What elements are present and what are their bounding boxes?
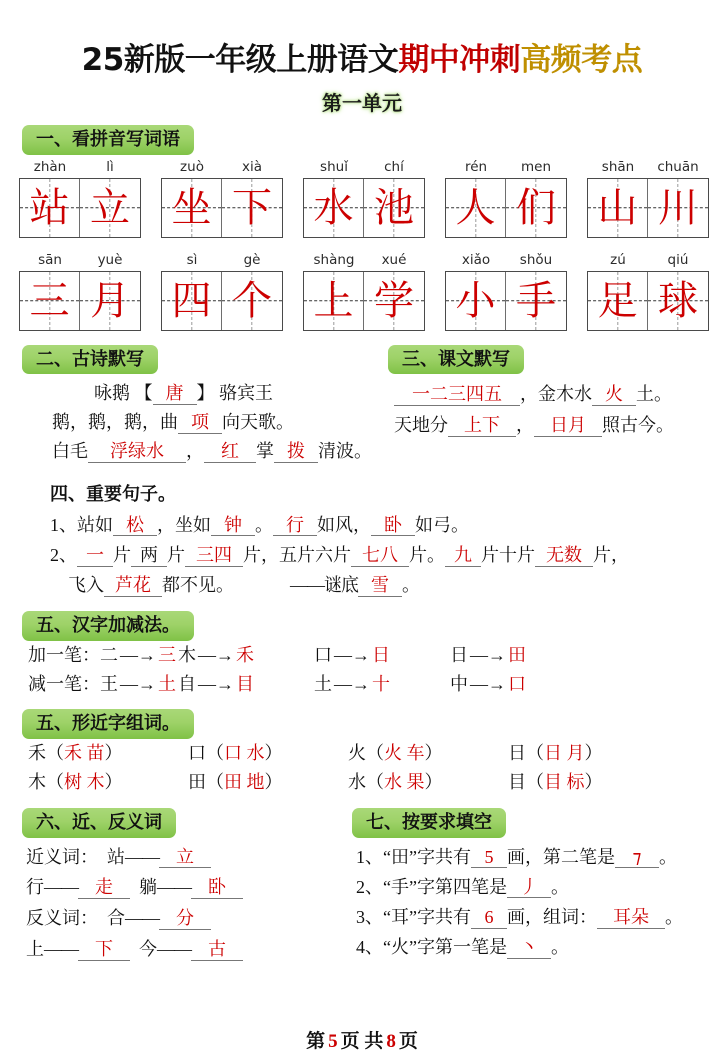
char-cell <box>364 179 424 237</box>
base-char: 田 <box>188 771 206 792</box>
section-7-question-1 <box>356 842 724 872</box>
course-line-1 <box>394 379 724 410</box>
stroke-add-label <box>28 641 178 670</box>
char: 四 <box>171 277 212 324</box>
answer-blank[interactable]: 走 <box>78 877 130 899</box>
dash: —— <box>44 939 78 960</box>
base-char: 口 <box>188 742 206 763</box>
synonym-line-1 <box>26 842 352 873</box>
text: 。 <box>402 575 420 596</box>
pinyin-pair <box>588 159 708 178</box>
item-number: 1、 <box>50 514 77 535</box>
char: 学 <box>374 277 414 324</box>
similar-char-item: 木（树 木） <box>28 771 123 792</box>
char-cells <box>19 271 141 331</box>
to-char: 禾 <box>236 644 254 665</box>
char-cells <box>445 271 567 331</box>
text: 画，第二笔是 <box>506 846 615 867</box>
answer-blank[interactable]: 6 <box>471 907 507 929</box>
section-2-heading: 二、古诗默写 <box>22 345 158 375</box>
riddle-label: ——谜底 <box>290 575 358 596</box>
section-5a-heading: 五、汉字加减法。 <box>22 611 194 641</box>
from-char: 口 <box>314 644 332 665</box>
char-cells <box>161 271 283 331</box>
similar-char-item: 口（口 水） <box>188 742 283 763</box>
text: 片，五片六片 <box>243 544 351 565</box>
char: 们 <box>516 184 556 231</box>
pinyin: sì <box>186 251 198 268</box>
current-page-number: 5 <box>328 1031 338 1052</box>
similar-char-item: 禾（禾 苗） <box>28 742 123 763</box>
answer-blank[interactable]: 立 <box>159 847 211 869</box>
word-block <box>161 252 283 331</box>
poem-line3-a: 白毛 <box>52 441 88 462</box>
pinyin: chí <box>384 158 404 175</box>
answer-blank[interactable]: 丿 <box>507 877 551 899</box>
pinyin-grid-row-2 <box>22 252 724 331</box>
char: 人 <box>455 184 496 231</box>
poem-line3-c: 清波。 <box>318 441 372 462</box>
course-blank[interactable]: 上下 <box>448 415 516 437</box>
base-char: 禾 <box>28 742 46 763</box>
pinyin-grid-row-1 <box>22 159 724 238</box>
answer-blank[interactable]: 钟 <box>211 515 255 537</box>
section-4-item-1 <box>22 510 724 540</box>
title-part-black: 25新版一年级上册语文 <box>81 42 399 78</box>
course-line2-mid: ， <box>516 414 534 435</box>
stroke-item <box>450 641 586 670</box>
section-4-heading: 四、重要句子。 <box>50 484 176 505</box>
from-char: 中 <box>450 674 468 695</box>
word-block <box>303 159 425 238</box>
pinyin-pair <box>162 252 282 271</box>
char: 下 <box>232 184 272 231</box>
similar-char-item: 目（目 标） <box>508 771 603 792</box>
arrow-icon: —→ <box>120 644 156 665</box>
course-line1-a: ，金木水 <box>520 384 592 404</box>
word-answer[interactable]: 田 地 <box>224 771 265 792</box>
answer-blank[interactable]: 行 <box>273 515 317 537</box>
total-page-number: 8 <box>386 1031 396 1052</box>
char-cell <box>364 272 424 330</box>
answer-blank[interactable]: 两 <box>131 545 167 567</box>
text: 站如 <box>77 514 113 535</box>
poem-line3-mid: ， <box>186 441 204 462</box>
answer-blank[interactable]: 松 <box>113 515 157 537</box>
pinyin-pair <box>20 159 140 178</box>
stroke-item <box>450 670 586 699</box>
poem-blank[interactable]: 项 <box>178 412 222 434</box>
char-cells <box>587 178 709 238</box>
pinyin: qiú <box>667 251 689 268</box>
text: 都不见。 <box>162 575 234 596</box>
answer-blank[interactable]: 耳朵 <box>597 907 665 929</box>
char-cell <box>446 272 506 330</box>
poem-author: 骆宾王 <box>219 383 273 403</box>
text: 站 <box>107 846 125 867</box>
base-char: 火 <box>348 742 366 763</box>
sections-2-3 <box>0 345 724 467</box>
section-1-heading: 一、看拼音写词语 <box>22 125 194 155</box>
word-answer[interactable]: 日 月 <box>544 742 585 763</box>
char-cell <box>162 179 222 237</box>
poem-line-3 <box>22 437 388 466</box>
char-cell <box>80 272 140 330</box>
text: 如弓。 <box>415 514 469 535</box>
char: 足 <box>597 277 638 324</box>
stroke-item <box>178 641 314 670</box>
to-char: 田 <box>508 644 526 665</box>
stroke-item <box>178 670 314 699</box>
pinyin: chuān <box>657 158 699 175</box>
answer-blank[interactable]: 5 <box>471 847 507 869</box>
dash: —— <box>125 908 159 929</box>
section-7-question-2 <box>356 872 724 902</box>
page-title <box>0 34 724 79</box>
char: 立 <box>90 184 130 231</box>
char-cell <box>20 272 80 330</box>
stroke-item <box>314 641 450 670</box>
section-3-heading: 三、课文默写 <box>388 345 524 375</box>
answer-blank[interactable]: 分 <box>159 908 211 930</box>
text: “火”字第一笔是 <box>383 937 507 958</box>
char: 站 <box>29 184 70 231</box>
synonym-label: 近义词： <box>26 846 98 867</box>
section-7-question-3 <box>356 902 724 932</box>
stroke-add-row <box>22 641 724 670</box>
text: ，坐如 <box>157 514 211 535</box>
bracket-open: 【 <box>134 383 153 403</box>
pinyin: xiǎo <box>461 251 491 268</box>
similar-char-item: 田（田 地） <box>188 771 283 792</box>
pinyin-pair <box>304 252 424 271</box>
pinyin: yuè <box>97 251 123 268</box>
char-cell <box>648 179 708 237</box>
section-4-item-2 <box>22 540 724 570</box>
section-6-body <box>22 842 352 966</box>
pinyin-pair <box>446 252 566 271</box>
poem-blank[interactable]: 拨 <box>274 441 318 463</box>
char-cell <box>506 179 566 237</box>
antonym-line-2 <box>26 934 352 965</box>
base-char: 日 <box>508 742 526 763</box>
char-cells <box>19 178 141 238</box>
section-3 <box>388 345 724 467</box>
section-7 <box>352 808 724 965</box>
char: 球 <box>658 277 698 324</box>
course-blank[interactable]: 日月 <box>534 415 602 437</box>
answer-blank[interactable]: 雪 <box>358 575 402 597</box>
course-line2-b: 照古今。 <box>602 414 674 435</box>
char-cell <box>304 179 364 237</box>
char: 川 <box>658 184 698 231</box>
dash: —— <box>44 877 78 898</box>
base-char: 水 <box>348 771 366 792</box>
text: “田”字共有 <box>383 846 471 867</box>
char-cell <box>20 179 80 237</box>
pinyin: shàng <box>313 251 355 268</box>
section-6 <box>22 808 352 965</box>
stroke-sub-row <box>22 670 724 699</box>
from-char: 木 <box>178 644 196 665</box>
answer-blank[interactable]: ⁊ <box>615 847 659 869</box>
similar-char-row <box>22 768 724 797</box>
course-line1-b: 土。 <box>636 384 672 404</box>
stroke-sub-label <box>28 670 178 699</box>
text: 行 <box>26 877 44 898</box>
char-cells <box>303 178 425 238</box>
word-block <box>445 252 567 331</box>
unit-subtitle: 第一单元 <box>322 93 402 115</box>
pinyin-pair <box>446 159 566 178</box>
text: 上 <box>26 939 44 960</box>
char: 个 <box>232 277 272 324</box>
word-answer[interactable]: 火 车 <box>384 742 425 763</box>
course-line2-a: 天地分 <box>394 414 448 435</box>
text: 。 <box>664 907 683 927</box>
section-4 <box>0 479 724 600</box>
text: “耳”字共有 <box>383 907 471 927</box>
to-char: 日 <box>372 644 390 665</box>
text: 画，组词： <box>506 907 597 927</box>
answer-blank[interactable]: 丶 <box>507 937 551 959</box>
course-line-2 <box>394 410 724 441</box>
pinyin: shān <box>601 158 635 175</box>
similar-char-row <box>22 739 724 768</box>
arrow-icon: —→ <box>334 644 370 665</box>
word-answer[interactable]: 口 水 <box>224 742 265 763</box>
char-cell <box>648 272 708 330</box>
worksheet-page <box>0 34 724 1058</box>
text: 合 <box>107 908 125 929</box>
dash: —— <box>157 939 191 960</box>
title-part-gold: 高频考点 <box>520 42 643 78</box>
antonym-line-1 <box>26 903 352 934</box>
item-number: 2、 <box>50 544 77 565</box>
word-block <box>19 159 141 238</box>
pinyin: zhàn <box>33 158 67 175</box>
char-cells <box>303 271 425 331</box>
pinyin-pair <box>304 159 424 178</box>
from-char: 日 <box>450 644 468 665</box>
char: 三 <box>29 277 70 324</box>
course-blank[interactable]: 火 <box>592 384 636 406</box>
pinyin: shuǐ <box>320 158 348 175</box>
text: 片， <box>593 544 629 565</box>
word-answer[interactable]: 禾 苗 <box>64 742 105 763</box>
answer-blank[interactable]: 无数 <box>535 545 593 567</box>
char-cells <box>587 271 709 331</box>
char-cells <box>445 178 567 238</box>
text: 片。 <box>409 544 445 565</box>
similar-char-item: 水（水 果） <box>348 771 443 792</box>
char-cell <box>588 179 648 237</box>
text: 躺 <box>139 877 157 898</box>
char-cell <box>588 272 648 330</box>
pinyin: rén <box>464 158 488 175</box>
similar-char-item: 日（日 月） <box>508 742 603 763</box>
arrow-icon: —→ <box>120 674 156 695</box>
poem-line2-b: 向天歌。 <box>222 412 294 433</box>
stroke-item <box>314 670 450 699</box>
poem-line-2 <box>22 408 388 437</box>
text: 片十片 <box>481 544 535 565</box>
text: 。 <box>658 846 677 867</box>
char-cell <box>222 272 282 330</box>
char-cell <box>304 272 364 330</box>
poem-title: 咏鹅 <box>94 383 130 403</box>
footer-prefix: 第 <box>306 1031 326 1052</box>
pinyin: xué <box>381 251 407 268</box>
item-number: 2、 <box>356 876 383 897</box>
pinyin: shǒu <box>519 251 553 268</box>
section-2 <box>22 345 388 467</box>
to-char: 土 <box>158 674 176 695</box>
answer-blank[interactable]: 卧 <box>371 515 415 537</box>
dash: —— <box>125 846 159 867</box>
word-answer[interactable]: 水 果 <box>384 771 425 792</box>
item-number: 3、 <box>356 907 383 927</box>
section-6-heading: 六、近、反义词 <box>22 808 176 838</box>
from-char: 王 <box>100 674 118 695</box>
word-block <box>303 252 425 331</box>
poem-line3-b: 掌 <box>256 441 274 462</box>
answer-blank[interactable]: 下 <box>78 939 130 961</box>
pinyin: zú <box>610 251 626 268</box>
from-char: 土 <box>314 674 332 695</box>
from-char: 二 <box>100 644 118 665</box>
poem-line2-a: 鹅，鹅，鹅，曲 <box>52 412 178 433</box>
char-cell <box>446 179 506 237</box>
word-answer[interactable]: 树 木 <box>64 771 105 792</box>
footer-middle: 页 共 <box>340 1031 384 1052</box>
text: 。 <box>255 514 273 535</box>
item-number: 1、 <box>356 846 383 867</box>
sections-6-7 <box>0 808 724 965</box>
section-1 <box>0 125 724 331</box>
answer-blank[interactable]: 九 <box>445 545 481 567</box>
char-cell <box>506 272 566 330</box>
pinyin: xià <box>241 158 262 175</box>
pinyin: sān <box>38 251 62 268</box>
text: 。 <box>550 937 569 958</box>
char: 手 <box>516 277 556 324</box>
to-char: 口 <box>508 674 526 695</box>
arrow-icon: —→ <box>198 644 234 665</box>
similar-char-item: 火（火 车） <box>348 742 443 763</box>
label-text: 加一笔： <box>28 644 100 665</box>
char: 池 <box>374 184 414 231</box>
char-cells <box>161 178 283 238</box>
dynasty-blank[interactable]: 唐 <box>153 383 197 405</box>
label-text: 减一笔： <box>28 674 100 695</box>
pinyin: gè <box>243 251 261 268</box>
pinyin: men <box>520 158 551 175</box>
section-7-body <box>352 842 724 963</box>
text: 飞入 <box>68 575 104 596</box>
to-char: 目 <box>236 674 254 695</box>
section-5a <box>0 611 724 699</box>
word-block <box>587 252 709 331</box>
text: 今 <box>139 939 157 960</box>
section-5b-heading: 五、形近字组词。 <box>22 709 194 739</box>
poem-title-line <box>22 379 388 408</box>
text: 片 <box>113 544 131 565</box>
text: 。 <box>550 876 569 897</box>
page-footer <box>0 1026 724 1053</box>
text: 如风， <box>317 514 371 535</box>
pinyin: lì <box>106 158 114 175</box>
char: 坐 <box>171 184 212 231</box>
section-5b <box>0 709 724 797</box>
section-3-body <box>388 379 724 441</box>
char: 山 <box>597 184 638 231</box>
poem-blank[interactable]: 红 <box>204 441 256 463</box>
to-char: 三 <box>158 644 176 665</box>
section-7-heading: 七、按要求填空 <box>352 808 506 838</box>
char: 小 <box>455 277 496 324</box>
section-4-item-2-line-2 <box>22 570 724 600</box>
text: 片 <box>167 544 185 565</box>
answer-blank[interactable]: 芦花 <box>104 575 162 597</box>
answer-blank[interactable]: 三四 <box>185 545 243 567</box>
arrow-icon: —→ <box>470 644 506 665</box>
to-char: 十 <box>372 674 390 695</box>
antonym-label: 反义词： <box>26 908 98 929</box>
char: 水 <box>313 184 354 231</box>
footer-suffix: 页 <box>398 1031 418 1052</box>
arrow-icon: —→ <box>334 674 370 695</box>
char-cell <box>162 272 222 330</box>
word-block <box>161 159 283 238</box>
bracket-close: 】 <box>196 383 215 403</box>
arrow-icon: —→ <box>470 674 506 695</box>
char: 上 <box>313 277 354 324</box>
item-number: 4、 <box>356 937 383 958</box>
word-block <box>445 159 567 238</box>
answer-blank[interactable]: 一 <box>77 545 113 567</box>
pinyin: zuò <box>180 158 204 175</box>
from-char: 自 <box>178 674 196 695</box>
char-cell <box>80 179 140 237</box>
title-part-red: 期中冲刺 <box>398 42 521 78</box>
word-answer[interactable]: 目 标 <box>544 771 585 792</box>
pinyin-pair <box>20 252 140 271</box>
answer-blank[interactable]: 古 <box>191 939 243 961</box>
text: “手”字第四笔是 <box>383 876 507 897</box>
answer-blank[interactable]: 卧 <box>191 877 243 899</box>
pinyin-pair <box>588 252 708 271</box>
base-char: 木 <box>28 771 46 792</box>
pinyin-pair <box>162 159 282 178</box>
poem-blank[interactable]: 浮绿水 <box>88 441 186 463</box>
char-cell <box>222 179 282 237</box>
section-2-body <box>22 379 388 466</box>
word-block <box>587 159 709 238</box>
section-7-question-4 <box>356 932 724 962</box>
arrow-icon: —→ <box>198 674 234 695</box>
dash: —— <box>157 877 191 898</box>
course-blank[interactable]: 一二三四五 <box>394 384 520 406</box>
char: 月 <box>90 277 130 324</box>
synonym-line-2 <box>26 872 352 903</box>
answer-blank[interactable]: 七八 <box>351 545 409 567</box>
word-block <box>19 252 141 331</box>
base-char: 目 <box>508 771 526 792</box>
